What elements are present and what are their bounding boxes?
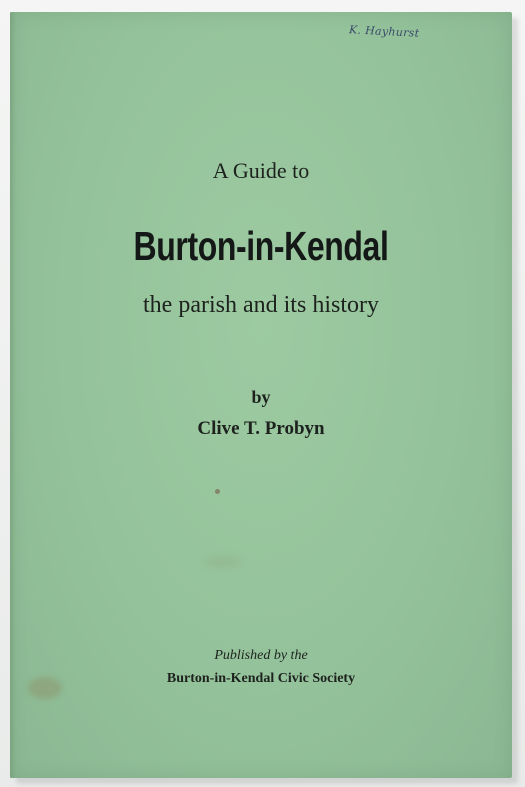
paper-discoloration [205, 557, 241, 567]
by-text: by [251, 387, 271, 407]
book-title: Burton-in-Kendal [133, 223, 389, 269]
intro-text: A Guide to [212, 158, 310, 183]
publisher-name: Burton-in-Kendal Civic Society [166, 671, 356, 686]
book-subtitle: the parish and its history [143, 292, 379, 318]
author-name: Clive T. Probyn [197, 418, 325, 439]
handwritten-ownership-note: K. Hayhurst [348, 23, 420, 40]
paper-spot [215, 489, 220, 494]
published-by-label: Published by the [214, 648, 308, 663]
